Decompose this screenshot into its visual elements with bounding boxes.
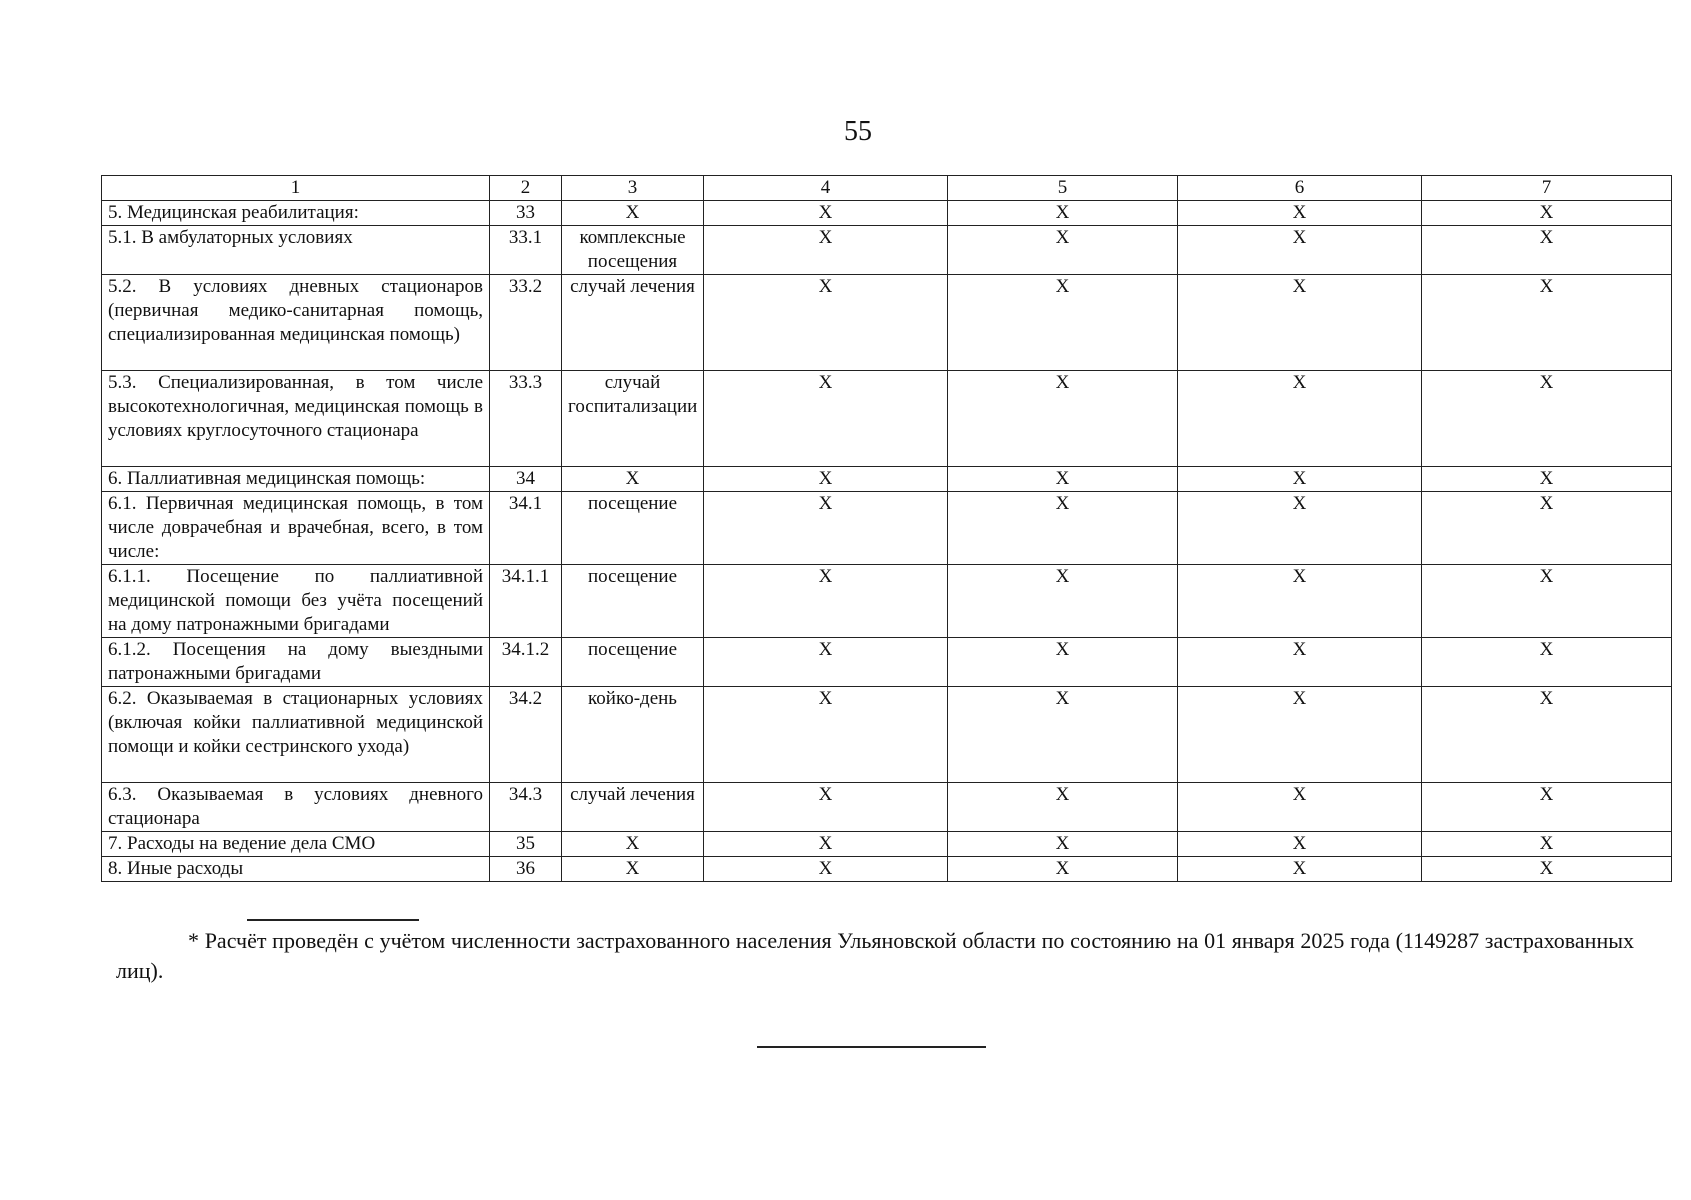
table-row (102, 832, 1672, 857)
row-col-5: X (948, 275, 1178, 371)
data-table (101, 175, 1672, 882)
row-col-4: X (704, 275, 948, 371)
table-header-row (102, 176, 1672, 201)
col-header-1: 1 (102, 176, 490, 201)
row-col-5: X (948, 687, 1178, 783)
row-col-6: X (1178, 371, 1422, 467)
row-col-6: X (1178, 638, 1422, 687)
row-col-4: X (704, 467, 948, 492)
row-col-6: X (1178, 201, 1422, 226)
table-row (102, 857, 1672, 882)
row-name: 7. Расходы на ведение дела СМО (102, 832, 490, 857)
row-col-4: X (704, 857, 948, 882)
footnote: * Расчёт проведён с учётом численности застрахованного населения Ульяновской области по состоянию на 01 января 2025 года (1149287 застрахованных лиц). (116, 928, 1634, 983)
row-name: 6.1.1. Посещение по паллиативной медицинской помощи без учёта посещений на дому патронажными бригадами (102, 565, 490, 638)
table-row (102, 565, 1672, 638)
table-row (102, 687, 1672, 783)
row-unit: посещение (562, 565, 704, 638)
row-code: 34.2 (490, 687, 562, 783)
row-col-6: X (1178, 687, 1422, 783)
row-col-5: X (948, 638, 1178, 687)
row-unit: X (562, 201, 704, 226)
row-col-6: X (1178, 467, 1422, 492)
row-code: 33.2 (490, 275, 562, 371)
row-code: 34.1 (490, 492, 562, 565)
row-col-5: X (948, 492, 1178, 565)
table-row (102, 638, 1672, 687)
row-col-6: X (1178, 832, 1422, 857)
row-col-7: X (1422, 467, 1672, 492)
row-col-6: X (1178, 857, 1422, 882)
row-code: 34 (490, 467, 562, 492)
row-unit: случай лечения (562, 275, 704, 371)
row-col-7: X (1422, 565, 1672, 638)
row-col-5: X (948, 371, 1178, 467)
row-name: 6.1.2. Посещения на дому выездными патронажными бригадами (102, 638, 490, 687)
row-code: 34.1.1 (490, 565, 562, 638)
row-unit: X (562, 832, 704, 857)
row-col-5: X (948, 783, 1178, 832)
row-code: 34.3 (490, 783, 562, 832)
row-col-4: X (704, 687, 948, 783)
row-unit: посещение (562, 492, 704, 565)
row-name: 6. Паллиативная медицинская помощь: (102, 467, 490, 492)
row-col-4: X (704, 226, 948, 275)
row-col-5: X (948, 226, 1178, 275)
row-name: 6.2. Оказываемая в стационарных условиях (включая койки паллиативной медицинской помощи и койки сестринского ухода) (102, 687, 490, 783)
row-unit: комплексные посещения (562, 226, 704, 275)
row-code: 33.3 (490, 371, 562, 467)
row-unit: X (562, 467, 704, 492)
row-code: 34.1.2 (490, 638, 562, 687)
row-code: 36 (490, 857, 562, 882)
col-header-6: 6 (1178, 176, 1422, 201)
row-col-7: X (1422, 857, 1672, 882)
page-number: 55 (844, 116, 872, 147)
row-col-5: X (948, 467, 1178, 492)
row-col-6: X (1178, 275, 1422, 371)
row-name: 5.2. В условиях дневных стационаров (первичная медико-санитарная помощь, специализированная медицинская помощь) (102, 275, 490, 371)
row-unit: случай госпитализации (562, 371, 704, 467)
table-row (102, 226, 1672, 275)
row-code: 33.1 (490, 226, 562, 275)
row-col-6: X (1178, 565, 1422, 638)
table-row (102, 201, 1672, 226)
row-col-6: X (1178, 226, 1422, 275)
row-col-7: X (1422, 226, 1672, 275)
col-header-2: 2 (490, 176, 562, 201)
table-row (102, 371, 1672, 467)
table-row (102, 492, 1672, 565)
row-unit: X (562, 857, 704, 882)
row-col-7: X (1422, 201, 1672, 226)
row-unit: случай лечения (562, 783, 704, 832)
row-col-4: X (704, 638, 948, 687)
row-col-7: X (1422, 783, 1672, 832)
row-col-7: X (1422, 832, 1672, 857)
row-col-4: X (704, 492, 948, 565)
col-header-3: 3 (562, 176, 704, 201)
row-col-4: X (704, 371, 948, 467)
row-col-5: X (948, 201, 1178, 226)
row-code: 33 (490, 201, 562, 226)
table-row (102, 783, 1672, 832)
row-col-4: X (704, 832, 948, 857)
row-unit: койко-день (562, 687, 704, 783)
row-col-7: X (1422, 492, 1672, 565)
row-col-5: X (948, 565, 1178, 638)
row-col-5: X (948, 832, 1178, 857)
row-name: 5. Медицинская реабилитация: (102, 201, 490, 226)
row-col-6: X (1178, 492, 1422, 565)
row-col-7: X (1422, 687, 1672, 783)
row-code: 35 (490, 832, 562, 857)
col-header-4: 4 (704, 176, 948, 201)
row-name: 6.3. Оказываемая в условиях дневного стационара (102, 783, 490, 832)
row-unit: посещение (562, 638, 704, 687)
row-col-7: X (1422, 371, 1672, 467)
row-col-4: X (704, 783, 948, 832)
table-row (102, 275, 1672, 371)
end-separator (757, 1046, 986, 1048)
row-col-5: X (948, 857, 1178, 882)
table-row (102, 467, 1672, 492)
row-name: 5.1. В амбулаторных условиях (102, 226, 490, 275)
col-header-5: 5 (948, 176, 1178, 201)
row-col-7: X (1422, 638, 1672, 687)
row-name: 5.3. Специализированная, в том числе высокотехнологичная, медицинская помощь в условиях круглосуточного стационара (102, 371, 490, 467)
row-name: 6.1. Первичная медицинская помощь, в том числе доврачебная и врачебная, всего, в том числе: (102, 492, 490, 565)
row-col-4: X (704, 565, 948, 638)
col-header-7: 7 (1422, 176, 1672, 201)
row-col-6: X (1178, 783, 1422, 832)
row-col-4: X (704, 201, 948, 226)
row-col-7: X (1422, 275, 1672, 371)
row-name: 8. Иные расходы (102, 857, 490, 882)
footnote-separator (247, 919, 419, 921)
